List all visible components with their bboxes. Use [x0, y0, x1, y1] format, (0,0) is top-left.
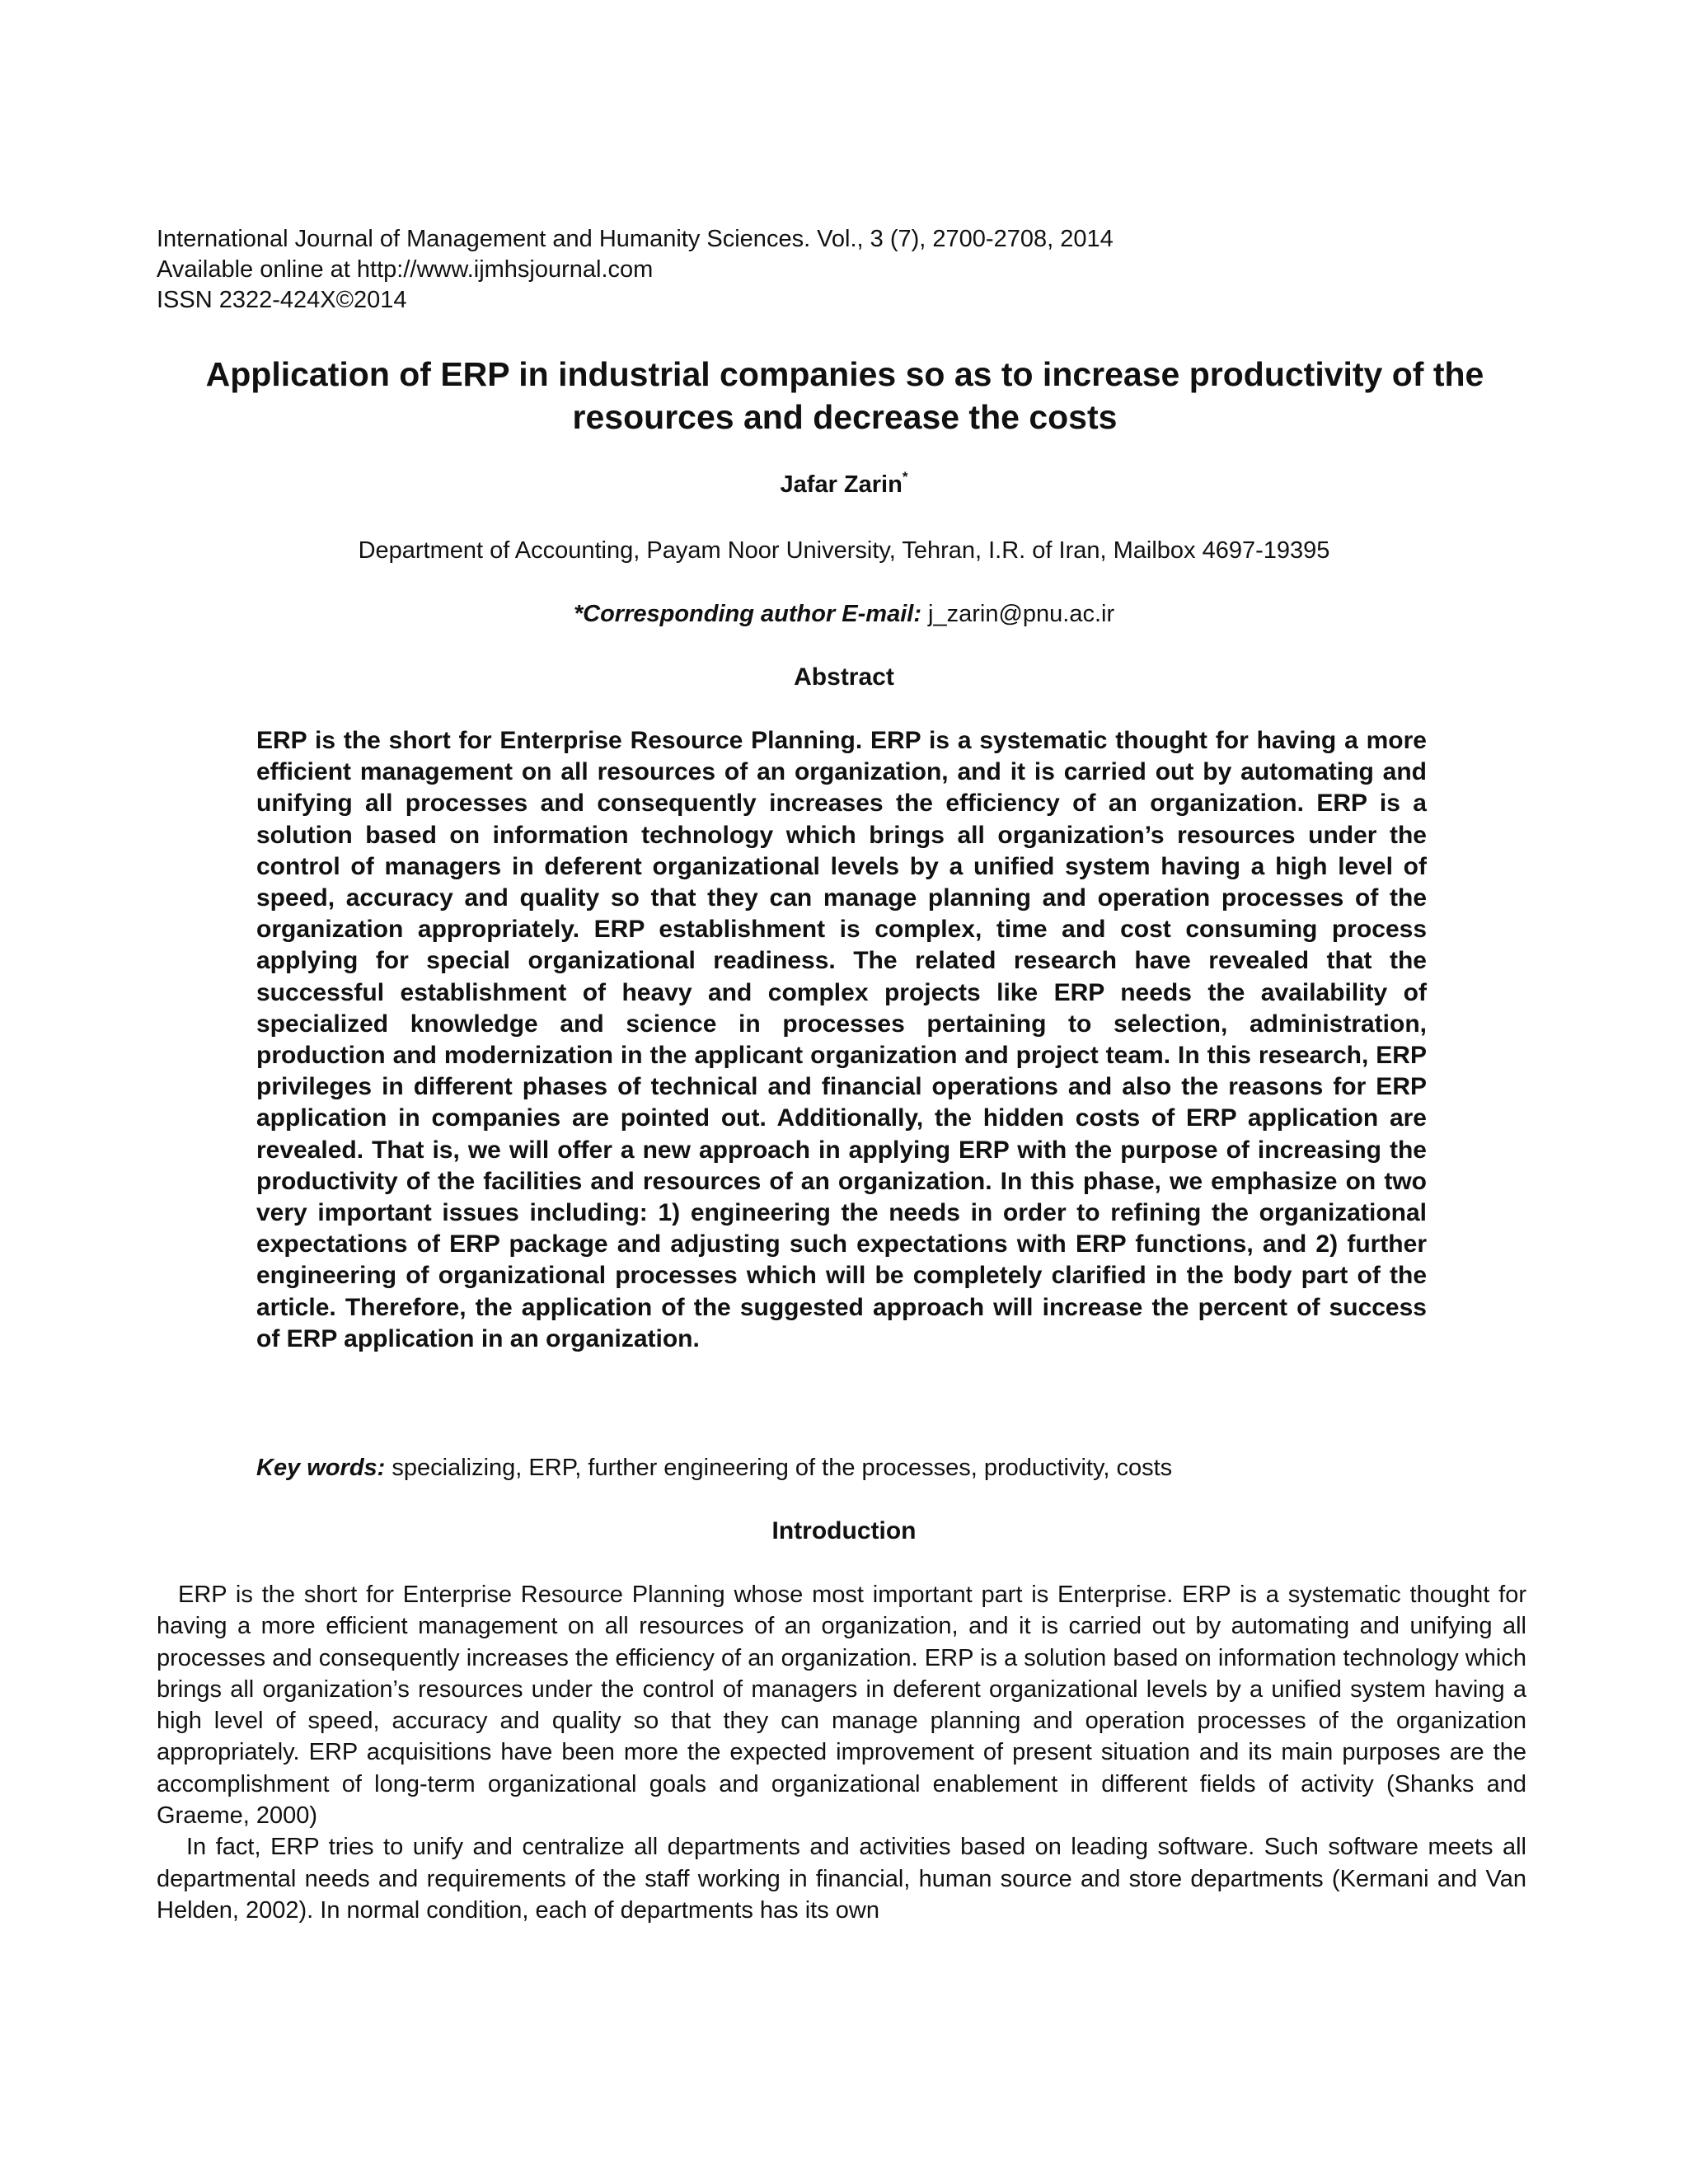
author-affiliation: Department of Accounting, Payam Noor University, Tehran, I.R. of Iran, Mailbox 4697-19395 [358, 537, 1330, 564]
journal-citation-line: International Journal of Management and Humanity Sciences. Vol., 3 (7), 2700-2708, 2014 [157, 226, 1114, 252]
author-asterisk: * [902, 469, 908, 485]
abstract-heading: Abstract [794, 663, 894, 691]
corresponding-author-email: j_zarin@pnu.ac.ir [928, 601, 1115, 627]
author-name: Jafar Zarin [780, 471, 903, 498]
corresponding-author-line [0, 599, 1688, 629]
corresponding-author-label: *Corresponding author E-mail: [573, 601, 921, 627]
journal-header [157, 224, 1558, 316]
introduction-paragraph: ERP is the short for Enterprise Resource Planning whose most important part is Enterprise. ERP is a systematic thought for having a more efficient management on all resources of an organization, and it is carried out by automating and unifying all processes and consequently increases the efficiency of an organization. ERP is a solution based on information technology which brings all organization’s resources under the control of managers in deferent organizational levels by a unified system having a high level of speed, accuracy and quality so that they can manage planning and operation processes of the organization appropriately. ERP acquisitions have been more the expected improvement of present situation and its main purposes are the accomplishment of long-term organizational goals and organizational enablement in different fields of activity (Shanks and Graeme, 2000) [157, 1582, 1526, 1830]
introduction-paragraph: In fact, ERP tries to unify and centralize all departments and activities based on leading software. Such software meets all departmental needs and requirements of the staff working in financial, human source and store departments (Kermani and Van Helden, 2002). In normal condition, each of departments has its own [157, 1834, 1526, 1924]
journal-online-line: Available online at http://www.ijmhsjournal.com [157, 256, 654, 283]
introduction-heading: Introduction [771, 1517, 917, 1544]
introduction-body [157, 1579, 1526, 1926]
paper-title: Application of ERP in industrial companies so as to increase productivity of the resources and decrease the costs [205, 355, 1484, 436]
keywords-line [256, 1453, 1493, 1483]
abstract-text: ERP is the short for Enterprise Resource Planning. ERP is a systematic thought for having a more efficient management on all resources of an organization, and it is carried out by automating and unifying all processes and consequently increases the efficiency of an organization. ERP is a solution based on information technology which brings all organization’s resources under the control of managers in deferent organizational levels by a unified system having a high level of speed, accuracy and quality so that they can manage planning and operation processes of the organization appropriately. ERP establishment is complex, time and cost consuming process applying for special organizational readiness. The related research have revealed that the successful establishment of heavy and complex projects like ERP needs the availability of specialized knowledge and science in processes pertaining to selection, administration, production and modernization in the applicant organization and project team. In this research, ERP privileges in different phases of technical and financial operations and also the reasons for ERP application in companies are pointed out. Additionally, the hidden costs of ERP application are revealed. That is, we will offer a new approach in applying ERP with the purpose of increasing the productivity of the facilities and resources of an organization. In this phase, we emphasize on two very important issues including: 1) engineering the needs in order to refining the organizational expectations of ERP package and adjusting such expectations with ERP functions, and 2) further engineering of organizational processes which will be completely clarified in the body part of the article. Therefore, the application of the suggested approach will increase the percent of success of ERP application in an organization. [256, 727, 1427, 1352]
keywords-text: specializing, ERP, further engineering of the processes, productivity, costs [385, 1455, 1173, 1481]
keywords-label: Key words: [256, 1455, 386, 1481]
author-line [0, 470, 1688, 499]
journal-issn-line: ISSN 2322-424X©2014 [157, 287, 407, 313]
